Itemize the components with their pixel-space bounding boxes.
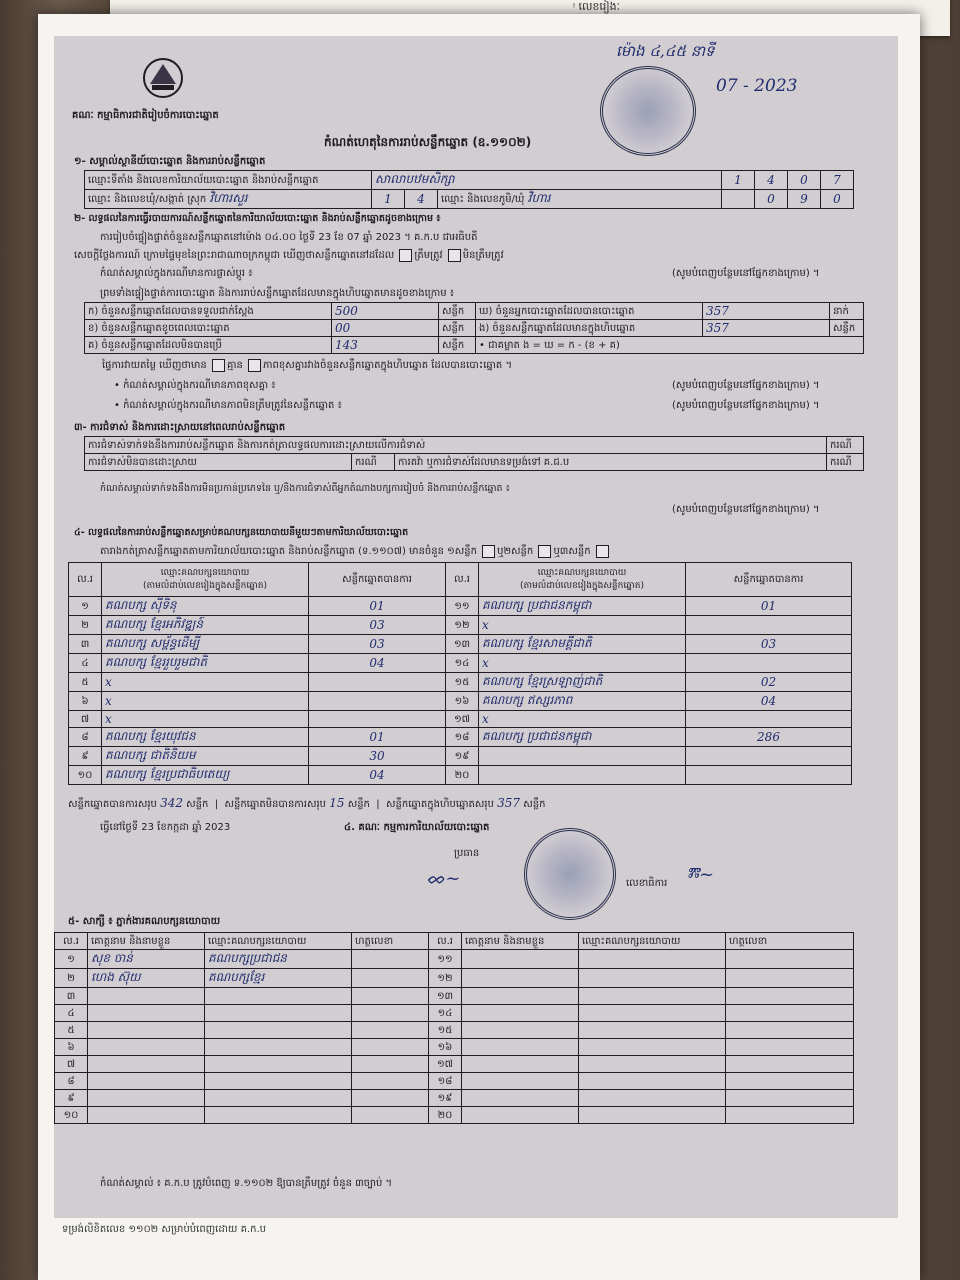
village-value: វិហារ (527, 191, 551, 205)
commune-digit: 1 (372, 190, 405, 209)
vote-count: 01 (309, 728, 446, 747)
subtitle-text: តារាងកត់ត្រាសន្លឹកឆ្នោតតាមការិយាល័យបោះឆ្នោត និងរាប់សន្លឹកឆ្នោត (ទ.១១០៧) មានចំនួន ១សន្លឹក (100, 546, 477, 557)
commune-label-text: ឈ្មោះ និងលេខឃុំ/សង្កាត់ ស្រុក (88, 194, 207, 205)
table-row (69, 654, 852, 673)
witness-party (579, 1090, 726, 1107)
section2-bullet1: • កំណត់សម្គាល់ក្នុងករណីមានភាពខុសគ្នា ៖ (114, 380, 276, 391)
section4-title: ៤- លទ្ធផលនៃការរាប់សន្លឹកឆ្នោតសម្រាប់គណបក្សនយោបាយនីមួយៗតាមការិយាល័យបោះឆ្នោត (74, 527, 409, 538)
case-label: ករណី (827, 437, 864, 454)
checkbox-1sheet[interactable] (482, 545, 495, 558)
witness-party (205, 1005, 352, 1022)
col-votes: សន្លឹកឆ្នោតបានការ (686, 563, 852, 597)
row-no: ១៥ (429, 1022, 462, 1039)
checkbox-3sheets[interactable] (596, 545, 609, 558)
table-row (55, 950, 854, 969)
row-no: ៦ (55, 1039, 88, 1056)
section2-line5 (102, 358, 512, 373)
objection-row2a: ការជំទាស់មិនបានដោះស្រាយ (85, 454, 352, 471)
witness-signature (352, 988, 429, 1005)
row-no: ៩ (69, 747, 102, 766)
sign-role: ប្រធាន (454, 848, 480, 859)
witness-party (579, 988, 726, 1005)
total-valid-label: សន្លឹកឆ្នោតបានការសរុប (68, 799, 157, 810)
date-line: ធ្វើនៅថ្ងៃទី 23 ខែកក្កដា ឆ្នាំ 2023 (100, 822, 231, 833)
vote-count: 03 (309, 616, 446, 635)
totals-line: សន្លឹកឆ្នោតបានការសរុប 342 សន្លឹក | សន្លឹកឆ្នោតមិនបានការសរុប 15 សន្លឹក | សន្លឹកឆ្នោតក្នុងហិបឆ្នោតសរុប 357 សន្លឹក (68, 796, 546, 810)
village-digit: 0 (755, 190, 788, 209)
party-name: គណបក្ស ខ្មែររួបរួមជាតិ (102, 654, 309, 673)
col-no: ល.រ (446, 563, 479, 597)
party-name: គណបក្ស ជាតិនិយម (102, 747, 309, 766)
table-row (69, 766, 852, 785)
witness-party (579, 1107, 726, 1124)
row-no: ៣ (55, 988, 88, 1005)
witness-signature (352, 1073, 429, 1090)
opt-3sheets: ឬ៣សន្លឹក (553, 546, 591, 557)
count-c-label: គ) ចំនួនសន្លឹកឆ្នោតដែលមិនបានប្រើ (85, 337, 332, 354)
witness-party (205, 1107, 352, 1124)
section2-line2 (74, 248, 504, 263)
party-name (479, 766, 686, 785)
count-a-label: ក) ចំនួនសន្លឹកឆ្នោតដែលបានទទួលជាក់ស្តែង (85, 303, 332, 320)
line5-text: ផ្ទៃការវាយតម្លៃ ឃើញថាមាន (102, 360, 207, 371)
form-title: កំណត់ហេតុនៃការរាប់សន្លឹកឆ្នោត (ឧ.១១០២) (324, 135, 532, 149)
witness-party (205, 988, 352, 1005)
row-no: ៨ (69, 728, 102, 747)
table-row (55, 1107, 854, 1124)
row-no: ២០ (446, 766, 479, 785)
background-paper-text: ᵎ លេខរៀងៈ (572, 0, 620, 13)
row-no: ១ (69, 597, 102, 616)
party-name: គណបក្ស ខ្មែរយុវជន (102, 728, 309, 747)
checkbox-has[interactable] (212, 359, 225, 372)
witness-party (205, 1039, 352, 1056)
section2-bullet2: • កំណត់សម្គាល់ក្នុងករណីមានភាពមិនត្រឹមត្រូវនៃសន្លឹកឆ្នោត ៖ (114, 400, 342, 411)
party-name: គណបក្ស ប្រជាជនកម្ពុជា (479, 597, 686, 616)
table-row (55, 1090, 854, 1107)
witness-name: ហេង ស៊ុយ (88, 969, 205, 988)
witness-name (462, 969, 579, 988)
unit: នាក់ (830, 303, 864, 320)
commune-label (85, 190, 372, 209)
vote-count (686, 747, 852, 766)
row-no: ៤ (55, 1005, 88, 1022)
witness-signature (726, 1005, 854, 1022)
table-row (69, 597, 852, 616)
page-footer: ទម្រង់លិខិតលេខ ១១០២ សម្រាប់បំពេញដោយ គ.ក.ប (62, 1224, 266, 1235)
col-votes: សន្លឹកឆ្នោតបានការ (309, 563, 446, 597)
location-value: សាលាបឋមសិក្សា (372, 171, 722, 190)
witness-party (579, 1056, 726, 1073)
table-row (55, 1039, 854, 1056)
case-label: ករណី (352, 454, 395, 471)
vote-count: 04 (309, 766, 446, 785)
blank-digit (722, 190, 755, 209)
objection-table (84, 436, 864, 471)
unit: សន្លឹក (830, 320, 864, 337)
witness-party (579, 1073, 726, 1090)
official-seal-icon (600, 66, 696, 156)
witness-signature (726, 1022, 854, 1039)
party-name: គណបក្ស សម្ព័ន្ធដើម្បី (102, 635, 309, 654)
row-no: ១៣ (429, 988, 462, 1005)
witness-name (88, 1107, 205, 1124)
unit: សន្លឹក (186, 799, 209, 810)
witness-party (579, 1039, 726, 1056)
vote-count (686, 654, 852, 673)
count-c-value: 143 (332, 337, 439, 354)
section1-title: ១- សម្គាល់ស្ថានីយ៍បោះឆ្នោត និងការរាប់សន្លឹកឆ្នោត (74, 156, 266, 167)
table-row (69, 616, 852, 635)
col-no: ល.រ (429, 933, 462, 950)
witness-signature (352, 1056, 429, 1073)
table-row (55, 988, 854, 1005)
total-box-value: 357 (497, 796, 521, 810)
section3-title: ៣- ការជំទាស់ និងការដោះស្រាយនៅពេលរាប់សន្លឹកឆ្នោត (74, 422, 286, 433)
location-digit: 4 (755, 171, 788, 190)
emblem-icon (138, 56, 188, 100)
witness-name (462, 1090, 579, 1107)
witness-signature (352, 1039, 429, 1056)
row-no: ១៧ (429, 1056, 462, 1073)
party-name: x (479, 616, 686, 635)
vote-count: 01 (686, 597, 852, 616)
total-valid-value: 342 (160, 796, 183, 810)
row-no: ១៥ (446, 673, 479, 692)
unit: សន្លឹក (439, 303, 476, 320)
witness-signature (352, 1022, 429, 1039)
party-name: គណបក្ស ខ្មែរអភិវឌ្ឍន៍ (102, 616, 309, 635)
section3-fill-note: (សូមបំពេញបន្ថែមនៅផ្នែកខាងក្រោម) ។ (672, 504, 820, 515)
vote-count: 04 (686, 692, 852, 711)
row-no: ៥ (69, 673, 102, 692)
vote-count: 03 (686, 635, 852, 654)
witness-signature (726, 1090, 854, 1107)
witness-name (88, 988, 205, 1005)
table-row (55, 1073, 854, 1090)
col-party: ឈ្មោះគណបក្សនយោបាយ (579, 933, 726, 950)
location-digit: 0 (788, 171, 821, 190)
checkbox-2sheets[interactable] (538, 545, 551, 558)
vote-count: 286 (686, 728, 852, 747)
section2-line3: កំណត់សម្គាល់ក្នុងករណីមានការផ្លាស់ប្តូរ ៖ (100, 268, 253, 279)
witness-table (54, 932, 854, 1124)
witness-name (462, 988, 579, 1005)
table-row (69, 692, 852, 711)
row-no: ១៨ (429, 1073, 462, 1090)
unit: សន្លឹក (347, 799, 370, 810)
unit: សន្លឹក (523, 799, 546, 810)
party-name: គណបក្ស ប្រជាជនកម្ពុជា (479, 728, 686, 747)
section2-line1: ការរៀបចំផ្ទៀងផ្ទាត់ចំនួនសន្លឹកឆ្នោតនៅម៉ោង ០៤.០០ ថ្ងៃទី 23 ខែ 07 ឆ្នាំ 2023 ។ គ.ក.ប ជាអធិបតី (100, 232, 478, 243)
col-no: ល.រ (69, 563, 102, 597)
witness-name (462, 1039, 579, 1056)
total-invalid-label: សន្លឹកឆ្នោតមិនបានការសរុប (224, 799, 327, 810)
party-name: x (102, 692, 309, 711)
row-no: ១ (55, 950, 88, 969)
row-no: ៤ (69, 654, 102, 673)
table-row (69, 635, 852, 654)
witness-name (88, 1056, 205, 1073)
secretary-label: លេខាធិការ (626, 878, 668, 889)
section2-line2-text: សេចក្តីថ្លែងការណ៍ ក្រោមផ្ទៃមុខនៃព្រះរាជាណាចក្រកម្ពុជា ឃើញថាសន្លឹកឆ្នោតនៅដដែល (74, 250, 395, 261)
unit: សន្លឹក (439, 337, 476, 354)
document-sheet (38, 14, 920, 1280)
party-name: x (102, 673, 309, 692)
party-name (479, 747, 686, 766)
section4-subtitle (100, 544, 611, 559)
col-sign: ហត្ថលេខា (352, 933, 429, 950)
witness-signature (352, 1005, 429, 1022)
formula: • ជាគម្លាត ង = ឃ = ក - (ខ + គ) (476, 337, 864, 354)
table-row (55, 1005, 854, 1022)
row-no: ១១ (446, 597, 479, 616)
witness-signature (726, 1039, 854, 1056)
row-no: ៧ (55, 1056, 88, 1073)
row-no: ១៨ (446, 728, 479, 747)
checkbox-none[interactable] (248, 359, 261, 372)
commune-digit: 4 (405, 190, 438, 209)
unit: សន្លឹក (439, 320, 476, 337)
line5-rest: ភាពខុសគ្នារវាងចំនួនសន្លឹកឆ្នោតក្នុងហិបឆ្នោត ដែលបានបោះឆ្នោត ។ (263, 360, 513, 371)
village-label-text: ឈ្មោះ និងលេខភូមិ/ឃុំ (441, 194, 525, 205)
vote-count (309, 673, 446, 692)
witness-party (579, 950, 726, 969)
case-label: ករណី (827, 454, 864, 471)
row-no: ១០ (55, 1107, 88, 1124)
count-e-label: ង) ចំនួនសន្លឹកឆ្នោតដែលមានក្នុងហិបឆ្នោត (476, 320, 703, 337)
party-name: x (102, 711, 309, 728)
col-sign: ហត្ថលេខា (726, 933, 854, 950)
count-d-label: ឃ) ចំនួនអ្នកបោះឆ្នោតដែលបានបោះឆ្នោត (476, 303, 703, 320)
table-row (69, 728, 852, 747)
witness-signature (352, 1090, 429, 1107)
chair-signature: ᨖ~ (426, 868, 461, 889)
committee-name: គណៈ កម្មាធិការជាតិរៀបចំការបោះឆ្នោត (72, 110, 219, 121)
section2-title: ២- លទ្ធផលនៃការធ្វើរបាយការណ៍សន្លឹកឆ្នោតនៃការិយាល័យបោះឆ្នោត និងរាប់សន្លឹកឆ្នោតដូចខាងក្រោម ៖ (74, 213, 441, 224)
table-row (55, 969, 854, 988)
witness-name (462, 950, 579, 969)
col-party (479, 563, 686, 597)
location-label: ឈ្មោះទីតាំង និងលេខការិយាល័យបោះឆ្នោត និងរាប់សន្លឹកឆ្នោត (85, 171, 372, 190)
section2-fill-note: (សូមបំពេញបន្ថែមនៅផ្នែកខាងក្រោម) ។ (672, 268, 820, 279)
col-party-text: ឈ្មោះគណបក្សនយោបាយ (537, 567, 627, 578)
row-no: ៣ (69, 635, 102, 654)
witness-signature (726, 1073, 854, 1090)
opt-incorrect-label: មិនត្រឹមត្រូវ (462, 250, 504, 261)
col-no: ល.រ (55, 933, 88, 950)
col-party: ឈ្មោះគណបក្សនយោបាយ (205, 933, 352, 950)
row-no: ១៦ (446, 692, 479, 711)
vote-count (686, 616, 852, 635)
witness-signature (352, 969, 429, 988)
witness-signature (726, 1107, 854, 1124)
vote-count (686, 711, 852, 728)
witness-party (579, 969, 726, 988)
handwritten-date: 07 - 2023 (716, 76, 798, 96)
objection-row2b: ការតវ៉ា ឬការជំទាស់ដែលមានទម្រង់ទៅ គ.ជ.ប (395, 454, 827, 471)
vote-count: 03 (309, 635, 446, 654)
witness-name (88, 1090, 205, 1107)
village-digit: 0 (821, 190, 854, 209)
witness-party (205, 1090, 352, 1107)
row-no: ៥ (55, 1022, 88, 1039)
witness-name (462, 1005, 579, 1022)
village-digit: 9 (788, 190, 821, 209)
witness-name (462, 1022, 579, 1039)
row-no: ៧ (69, 711, 102, 728)
village-label (438, 190, 722, 209)
section2-fill-note: (សូមបំពេញបន្ថែមនៅផ្នែកខាងក្រោម) ។ (672, 400, 820, 411)
witness-name (462, 1056, 579, 1073)
section3-note: កំណត់សម្គាល់ទាក់ទងនឹងការមិនប្រកាន់ប្រភេទនៃ ឬ/និងការជំទាស់ពីអ្នកតំណាងបក្សការរៀបចំ និងការរាប់សន្លឹកឆ្នោត ៖ (100, 483, 510, 494)
row-no: ១៩ (429, 1090, 462, 1107)
opt-2sheets: ឬ២សន្លឹក (497, 546, 534, 557)
count-b-label: ខ) ចំនួនសន្លឹកឆ្នោតខូចពេលបោះឆ្នោត (85, 320, 332, 337)
section2-line4: ព្រមទាំងផ្ទៀងផ្ទាត់ការបោះឆ្នោត និងការរាប់សន្លឹកឆ្នោតដែលមានក្នុងហិបឆ្នោតមានដូចខាងក្រោម ៖ (100, 288, 455, 299)
witness-name (88, 1005, 205, 1022)
col-name: គោត្តនាម និងនាមខ្លួន (88, 933, 205, 950)
row-no: ៩ (55, 1090, 88, 1107)
vote-count: 30 (309, 747, 446, 766)
location-digit: 1 (722, 171, 755, 190)
section5-title: ៥- សាក្សី ៖ ភ្នាក់ងារគណបក្សនយោបាយ (68, 916, 221, 927)
row-no: ៦ (69, 692, 102, 711)
row-no: ២០ (429, 1107, 462, 1124)
witness-name (88, 1039, 205, 1056)
witness-signature (352, 1107, 429, 1124)
checkbox-incorrect[interactable] (448, 249, 461, 262)
witness-signature (726, 969, 854, 988)
committee-seal-icon (524, 828, 616, 920)
row-no: ១៧ (446, 711, 479, 728)
witness-party (205, 1022, 352, 1039)
location-table (84, 170, 854, 209)
witness-party: គណបក្សប្រជាជន (205, 950, 352, 969)
row-no: ១៩ (446, 747, 479, 766)
party-name: គណបក្ស ឥស្សរភាព (479, 692, 686, 711)
col-party-text: ឈ្មោះគណបក្សនយោបាយ (160, 567, 250, 578)
row-no: ១៤ (446, 654, 479, 673)
secretary-signature: ⰿ~ (686, 864, 715, 885)
row-no: ២ (69, 616, 102, 635)
count-d-value: 357 (703, 303, 830, 320)
witness-signature (726, 988, 854, 1005)
vote-count (686, 766, 852, 785)
sign-committee: ៤. គណៈ កម្មការការិយាល័យបោះឆ្នោត (344, 822, 490, 833)
objection-row1: ការជំទាស់ទាក់ទងនឹងការរាប់សន្លឹកឆ្នោត និងការកត់ត្រាលទ្ធផលការដោះស្រាយលើការជំទាស់ (85, 437, 827, 454)
ballot-count-table (84, 302, 864, 354)
opt-correct-label: ត្រឹមត្រូវ (414, 250, 443, 261)
witness-party (205, 1056, 352, 1073)
witness-name: សុខ ចាន់ (88, 950, 205, 969)
party-name: x (479, 654, 686, 673)
witness-signature (352, 950, 429, 969)
party-name: x (479, 711, 686, 728)
witness-signature (726, 950, 854, 969)
vote-count: 01 (309, 597, 446, 616)
checkbox-correct[interactable] (399, 249, 412, 262)
table-row (69, 747, 852, 766)
col-party (102, 563, 309, 597)
row-no: ១៤ (429, 1005, 462, 1022)
table-row (69, 673, 852, 692)
count-e-value: 357 (703, 320, 830, 337)
count-a-value: 500 (332, 303, 439, 320)
footer-note: កំណត់សម្គាល់ ៖ គ.ក.ប ត្រូវបំពេញ ទ.១១០២ ឱ្យបានត្រឹមត្រូវ ចំនួន ៣ច្បាប់ ។ (100, 1178, 393, 1189)
row-no: ១២ (446, 616, 479, 635)
section2-fill-note: (សូមបំពេញបន្ថែមនៅផ្នែកខាងក្រោម) ។ (672, 380, 820, 391)
witness-name (88, 1022, 205, 1039)
col-party-sub: (តាមលំដាប់លេខរៀងក្នុងសន្លឹកឆ្នោត) (520, 580, 644, 591)
handwritten-time: ម៉ោង ៤,៤៥ នាទី (616, 42, 715, 60)
line5-none: គ្មាន (226, 360, 243, 371)
witness-name (88, 1073, 205, 1090)
party-name: គណបក្ស ខ្មែរសាមគ្គីជាតិ (479, 635, 686, 654)
row-no: ១១ (429, 950, 462, 969)
vote-count: 04 (309, 654, 446, 673)
witness-party (205, 1073, 352, 1090)
witness-party (579, 1022, 726, 1039)
party-name: គណបក្ស ខ្មែរប្រជាធិបតេយ្យ (102, 766, 309, 785)
row-no: ១២ (429, 969, 462, 988)
witness-party: គណបក្សខ្មែរ (205, 969, 352, 988)
vote-count: 02 (686, 673, 852, 692)
total-invalid-value: 15 (329, 796, 345, 810)
row-no: ១០ (69, 766, 102, 785)
vote-count (309, 692, 446, 711)
row-no: ១៣ (446, 635, 479, 654)
witness-name (462, 1073, 579, 1090)
table-row (55, 1056, 854, 1073)
location-digit: 7 (821, 171, 854, 190)
results-table (68, 562, 852, 785)
printed-form (54, 36, 898, 1218)
table-row (55, 1022, 854, 1039)
witness-party (579, 1005, 726, 1022)
vote-count (309, 711, 446, 728)
row-no: ១៦ (429, 1039, 462, 1056)
count-b-value: 00 (332, 320, 439, 337)
table-row (69, 711, 852, 728)
col-party-sub: (តាមលំដាប់លេខរៀងក្នុងសន្លឹកឆ្នោត) (143, 580, 267, 591)
witness-name (462, 1107, 579, 1124)
row-no: ៨ (55, 1073, 88, 1090)
party-name: គណបក្ស ស៊ីទិនុ (102, 597, 309, 616)
total-box-label: សន្លឹកឆ្នោតក្នុងហិបឆ្នោតសរុប (386, 799, 494, 810)
party-name: គណបក្ស ខ្មែរស្រឡាញ់ជាតិ (479, 673, 686, 692)
commune-value: វិហារសួរ (209, 191, 248, 205)
witness-signature (726, 1056, 854, 1073)
col-name: គោត្តនាម និងនាមខ្លួន (462, 933, 579, 950)
row-no: ២ (55, 969, 88, 988)
